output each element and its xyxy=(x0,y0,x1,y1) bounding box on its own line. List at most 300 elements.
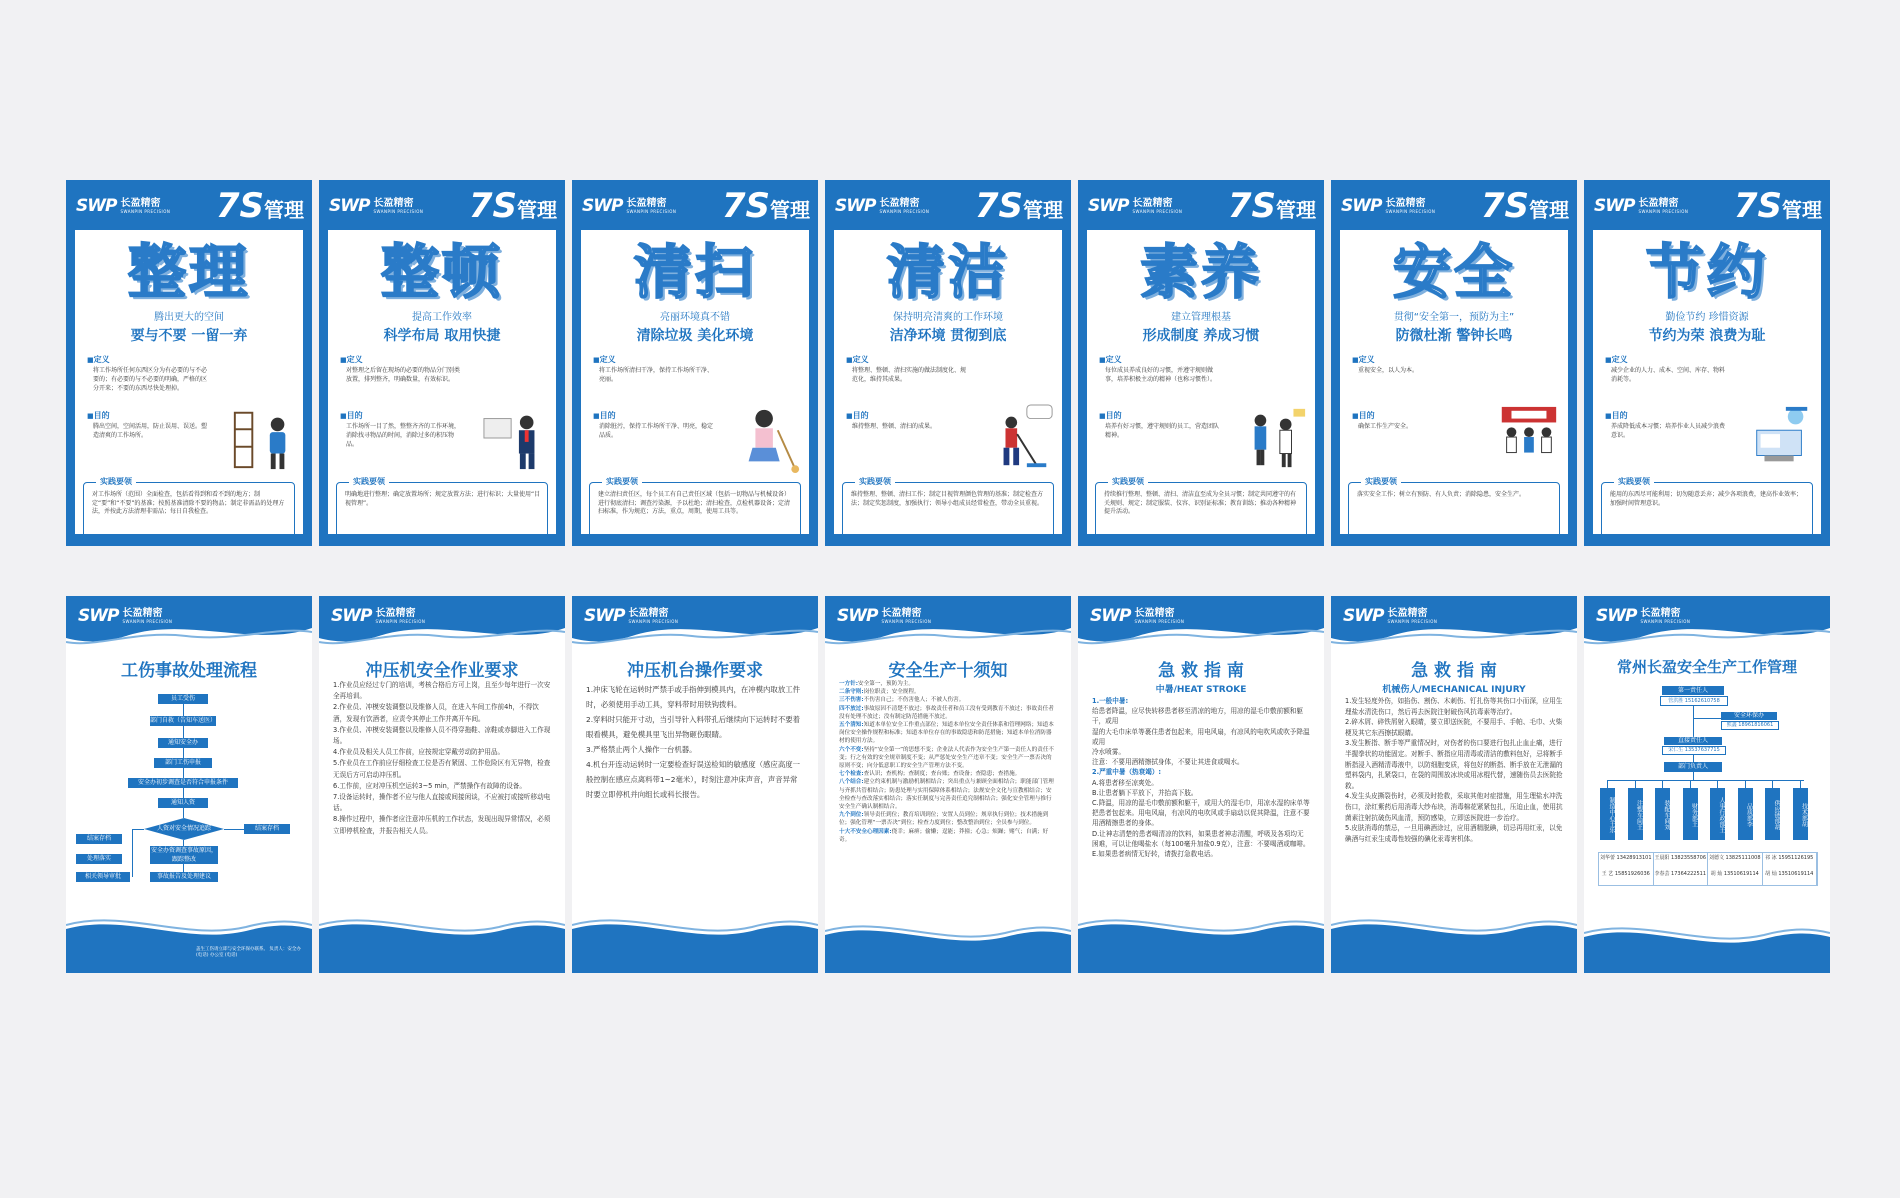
poster-panel xyxy=(834,230,1062,534)
poster-subtitle: 腾出更大的空间 xyxy=(154,312,224,323)
contact-row xyxy=(1599,853,1817,869)
goal-label: ■ 目的 xyxy=(593,410,616,421)
aid-line: B.让患者躺下平放下，并抬高下肢。 xyxy=(1092,788,1198,797)
poster-title: 工伤事故处理流程 xyxy=(121,661,257,681)
definition-text: 重视安全，以人为本。 xyxy=(1358,367,1419,374)
org-dept-box: 供应链部胡 xyxy=(1765,788,1780,840)
wave-footer xyxy=(1078,915,1324,973)
contact-cell: 王 艺 15851926036 xyxy=(1599,869,1654,885)
definition-text: 将工作场所任何东西区分为有必要的与不必要的；有必要的与不必要的明确，严格的区分开来；不要的东西尽快处理掉。 xyxy=(93,367,208,392)
flow-step: 部门自救（告知车送医） xyxy=(150,717,217,724)
rule-label: 一方针: xyxy=(839,681,859,687)
brand-name-en: SWANPIN PRECISION xyxy=(879,209,930,214)
definition-label: ■ 定义 xyxy=(1099,354,1122,365)
rule-text: 建立约束机制与激励机制相结合；突出重点与兼顾全面相结合；职能部门管理与齐抓共管相结合；防患处理与实用保障体系相结合；法规安全文化与宣教相结合；安全检查与查改落实相结合；落实任制度与完善责任追究制相结合；强化安全管理与推行安全生产确认制相结合。 xyxy=(839,779,1054,811)
title-7s: 7S xyxy=(1733,186,1782,226)
brand-name-en: SWANPIN PRECISION xyxy=(626,209,677,214)
rule-item xyxy=(839,828,1057,844)
title-7s: 7S xyxy=(974,186,1023,226)
definition-text: 将整理、整顿、清扫实施的做法制度化、规范化，维持其成果。 xyxy=(852,367,967,383)
aid-list xyxy=(1345,696,1563,844)
brand-name: 长盈精密 xyxy=(373,198,414,209)
aid-line: 湿的大毛巾床单等裹住患者包起来，用电风扇，有凉风的电吹风或吹予降温或用 xyxy=(1092,727,1310,746)
poster-panel xyxy=(1087,230,1315,534)
rule-list xyxy=(586,682,804,802)
poster-subtitle: 建立管理根基 xyxy=(1171,312,1231,323)
org-first-label: 第一责任人 xyxy=(1662,686,1724,695)
brand-name: 长盈精密 xyxy=(879,198,920,209)
brand-name-en: SWANPIN PRECISION xyxy=(122,619,173,624)
practice-box xyxy=(336,477,548,534)
org-dept-box: 技术部胡 xyxy=(1793,788,1808,840)
poster-title xyxy=(975,186,1063,226)
rule-label: 六个不变: xyxy=(839,746,864,753)
title-manage: 管理 xyxy=(1782,198,1822,222)
flow-footer: 盖生工伤请立即与安全环保办联系。 负责人：安全办 (电话) 办公室 (电话) xyxy=(196,947,301,958)
definition-label: ■ 定义 xyxy=(340,354,363,365)
brand-logo xyxy=(329,196,423,216)
brand-mark: SWP xyxy=(78,606,119,626)
rule-label: 二条守则: xyxy=(839,689,864,696)
big-character: 安全 xyxy=(1392,238,1515,306)
poster-first-aid-heat xyxy=(1078,596,1324,973)
practice-label: 实践要领 xyxy=(855,476,895,487)
rule-item: 4.作业员及相关人员工作前，应按规定穿戴劳动防护用品。 xyxy=(333,748,505,757)
org-direct-name: 宋仁生 13537637715 xyxy=(1662,746,1726,755)
big-character: 清洁 xyxy=(886,238,1009,306)
org-dept-box: 装配车间刘 xyxy=(1655,788,1670,840)
aid-line: 注意：不要用酒精擦拭身体，不要让其进食或喝水。 xyxy=(1092,758,1244,767)
rule-item: 1.冲床飞轮在运转时严禁手或手指伸到模具内，在冲模内取放工件时，必须使用手动工具，穿料带时用铁钩拨料。 xyxy=(586,685,800,709)
contact-row xyxy=(1599,869,1817,885)
practice-text: 对工作场所（范围）全面检查，包括看得到和看不到的地方；制定“要”和“不要”的基准；按照基准清除不要的物品；制定非需品的处理方法，并按此方法清理非需品；每日自我检查。 xyxy=(92,491,285,515)
title-7s: 7S xyxy=(1480,186,1529,226)
poster-title: 急 救 指 南 xyxy=(1411,661,1497,681)
poster-7s-4 xyxy=(825,180,1071,546)
aid-item: 5.皮肤消毒的禁忌，一旦用碘酒涂过，应用酒精脱碘，切忌再用红汞，以免碘酒与红汞生成毒性较强的碘化汞毒害机体。 xyxy=(1345,824,1563,843)
rule-item: 6.工作前，应对冲压机空运转3~5 min，严禁操作有故障的设备。 xyxy=(333,781,526,790)
flow-step: 结案存档 xyxy=(76,834,122,844)
practice-box xyxy=(1095,477,1307,534)
poster-header xyxy=(1592,186,1822,226)
rule-label: 十大不安全心理因素: xyxy=(839,828,892,835)
contact-cell: 李春芸 17364222511 xyxy=(1654,869,1709,885)
practice-label: 实践要领 xyxy=(349,476,389,487)
brand-mark: SWP xyxy=(1594,196,1635,216)
org-dept-box: 人事行政部王 xyxy=(1710,788,1725,840)
illustration xyxy=(1747,400,1815,476)
rule-text: 侥幸；麻痹；偷懒；逞能；莽撞；心急；烦躁；赌气；自满；好奇。 xyxy=(839,828,1049,843)
goal-label: ■ 目的 xyxy=(846,410,869,421)
title-manage: 管理 xyxy=(264,198,304,222)
poster-subtitle: 亮丽环境真不错 xyxy=(660,312,730,323)
goal-text: 工作场所一目了然，整整齐齐的工作环境，消除找寻物品的时间，消除过多的积压物品。 xyxy=(346,423,461,448)
poster-title xyxy=(216,186,304,226)
brand-logo xyxy=(78,606,172,626)
brand-logo xyxy=(1341,196,1435,216)
practice-text: 维持整理、整顿、清扫工作；制定目视管理颜色管理的基准；制定检查方法；制定奖惩制度，加强执行；领导小组成员经常检查，带动全员重视。 xyxy=(851,491,1044,507)
goal-text: 养成降低成本习惯；培养作业人员减少浪费意识。 xyxy=(1611,423,1726,439)
wave-footer xyxy=(319,915,565,973)
aid-line: 冷水喷雾。 xyxy=(1092,748,1125,757)
flow-step: 安全办初步调查是否符合申报条件 xyxy=(128,778,238,788)
practice-label: 实践要领 xyxy=(96,476,136,487)
title-7s: 7S xyxy=(215,186,264,226)
brand-logo xyxy=(1090,606,1184,626)
contact-cell: 祁 冰 15951126195 xyxy=(1763,853,1818,869)
poster-title xyxy=(1481,186,1569,226)
rule-list xyxy=(333,680,551,837)
flow-decision-label: 人资对安全情况追踪 xyxy=(156,825,211,832)
rule-item: 5.作业员在工作前应仔细检查工位是否有紧固、工作危险区有无异物，检查无误后方可启动冲压机。 xyxy=(333,759,551,779)
brand-mark: SWP xyxy=(1596,606,1637,626)
aid-item: 2.碎木屑、碎铁屑射入眼睛，要立即送医院，不要用手、手帕、毛巾、火柴梗及其它东西擦拭眼睛。 xyxy=(1345,718,1563,737)
definition-label: ■ 定义 xyxy=(846,354,869,365)
poster-header xyxy=(833,186,1063,226)
poster-title: 常州长盈安全生产工作管理 xyxy=(1616,658,1797,676)
big-character: 整顿 xyxy=(380,238,503,306)
flow-step: 相关领导审批 xyxy=(76,872,130,882)
poster-7s-6 xyxy=(1331,180,1577,546)
practice-label: 实践要领 xyxy=(602,476,642,487)
poster-org-chart xyxy=(1584,596,1830,973)
definition-label: ■ 定义 xyxy=(593,354,616,365)
poster-press-safety xyxy=(319,596,565,973)
flow-step: 员工受伤 xyxy=(158,694,208,704)
practice-box xyxy=(1601,477,1813,534)
rule-item: 2.作业员、冲模安装调整以及维修人员，在进入车间工作前4h，不得饮酒，发现有饮酒者，应责令其停止工作并离开车间。 xyxy=(333,703,539,723)
brand-name: 长盈精密 xyxy=(1638,198,1679,209)
poster-slogan: 清除垃圾 美化环境 xyxy=(636,328,754,344)
goal-text: 维持整理、整顿、清扫的成果。 xyxy=(852,423,937,430)
rule-text: 坚持“安全第一”的思想不变；企业法人代表作为安全生产第一责任人的责任不变；行之有效的安全规章制度不变；从严惩处安全生产违章不变；安全生产一票否决的原则不变；向分低意职工的安全生产管理方法不变。 xyxy=(839,746,1055,770)
poster-title xyxy=(722,186,810,226)
brand-mark: SWP xyxy=(1343,606,1384,626)
brand-logo xyxy=(582,196,676,216)
poster-header xyxy=(327,186,557,226)
brand-mark: SWP xyxy=(1341,196,1382,216)
flow-step: 结案存档 xyxy=(244,824,290,834)
brand-name-en: SWANPIN PRECISION xyxy=(1134,619,1185,624)
poster-title xyxy=(1734,186,1822,226)
rule-item xyxy=(839,688,1057,696)
title-manage: 管理 xyxy=(1276,198,1316,222)
brand-name: 长盈精密 xyxy=(881,608,922,619)
brand-name-en: SWANPIN PRECISION xyxy=(1387,619,1438,624)
practice-label: 实践要领 xyxy=(1361,476,1401,487)
rule-item xyxy=(839,778,1057,811)
goal-label: ■ 目的 xyxy=(1352,410,1375,421)
poster-title: 冲压机台操作要求 xyxy=(627,661,763,681)
poster-slogan: 洁净环境 贯彻到底 xyxy=(889,328,1007,344)
brand-logo xyxy=(76,196,170,216)
wave-footer xyxy=(825,915,1071,973)
brand-logo xyxy=(835,196,929,216)
goal-text: 培养有好习惯，遵守规则的员工，营造团队精神。 xyxy=(1105,423,1220,439)
definition-text: 对整理之后留在现场的必要的物品分门别类放置，排列整齐，明确数量，有效标识。 xyxy=(346,367,461,383)
poster-subtitle: 机械伤人/MECHANICAL INJURY xyxy=(1382,685,1526,695)
title-manage: 管理 xyxy=(1023,198,1063,222)
rule-item xyxy=(839,696,1057,704)
definition-text: 将工作场所清扫干净，保持工作场所干净、亮丽。 xyxy=(599,367,714,383)
rule-item xyxy=(839,721,1057,746)
flow-step: 通知人资 xyxy=(158,798,208,808)
brand-name-en: SWANPIN PRECISION xyxy=(1638,209,1689,214)
rule-label: 三不伤害: xyxy=(839,697,864,704)
brand-name: 长盈精密 xyxy=(1134,608,1175,619)
brand-name: 长盈精密 xyxy=(122,608,163,619)
illustration xyxy=(988,400,1056,476)
goal-text: 确保工作生产安全。 xyxy=(1358,423,1413,430)
rule-label: 九个到位: xyxy=(839,812,864,819)
title-7s: 7S xyxy=(468,186,517,226)
poster-subtitle: 中暑/HEAT STROKE xyxy=(1155,685,1247,695)
title-manage: 管理 xyxy=(517,198,557,222)
poster-panel xyxy=(328,230,556,534)
aid-line: D.让神志清楚的患者喝清凉的饮料，如果患者神志清醒，呼吸及各项均无困难，可以让他喝盐水（每100毫升加盐0.9克），注意：不要喝酒或咖啡。 xyxy=(1092,829,1310,848)
aid-item: 3.发生断指、断手等严重情况时，对伤者的伤口要进行包扎止血止痛，进行半握拳状的功能固定。对断手、断指应用清毒或清洁的敷料包好，忌将断手断指浸入酒精清毒液中，以防细胞变质，将包好的断指、断手放在无泄漏的塑料袋内，扎紧袋口，在袋的周围放冰块或用冰棍代替，速随伤员去医院抢救。 xyxy=(1345,739,1563,790)
poster-slogan: 节约为荣 浪费为耻 xyxy=(1648,328,1766,344)
org-office-name: 熊鑫 18961816061 xyxy=(1721,721,1779,730)
poster-header xyxy=(74,186,304,226)
title-manage: 管理 xyxy=(770,198,810,222)
big-character: 清扫 xyxy=(633,238,756,306)
wave-footer xyxy=(1584,915,1830,973)
contact-cell: 胡 灿 13510619114 xyxy=(1708,869,1763,885)
flow-step: 部门工伤申报 xyxy=(154,758,212,768)
brand-name: 长盈精密 xyxy=(1640,608,1681,619)
poster-first-aid-mechanical xyxy=(1331,596,1577,973)
practice-text: 落实安全工作；树立有预防、有人负责；消除隐患，安全生产。 xyxy=(1357,491,1526,498)
poster-subtitle: 贯彻“安全第一，预防为主” xyxy=(1393,312,1515,323)
rule-text: 不伤害自己；不伤害他人；不被人伤害。 xyxy=(863,697,965,704)
poster-title: 安全生产十须知 xyxy=(888,661,1008,681)
practice-label: 实践要领 xyxy=(1614,476,1654,487)
rule-item xyxy=(839,680,1057,688)
brand-logo xyxy=(1088,196,1182,216)
contact-cell: 刘华蕾 13428913101 xyxy=(1599,853,1654,869)
practice-label: 实践要领 xyxy=(1108,476,1148,487)
rule-text: 事故原因不清楚不放过；事故责任者和员工没有受到教育不放过；事故责任者没有处理不放过；没有制定防范措施不放过。 xyxy=(839,705,1054,720)
poster-slogan: 形成制度 养成习惯 xyxy=(1142,328,1260,344)
brand-name-en: SWANPIN PRECISION xyxy=(881,619,932,624)
flow-step: 安全办资调查事故原因，跟踪整改 xyxy=(150,847,217,863)
title-7s: 7S xyxy=(721,186,770,226)
poster-subtitle: 勤俭节约 珍惜资源 xyxy=(1665,312,1749,323)
goal-label: ■ 目的 xyxy=(87,410,110,421)
illustration xyxy=(229,400,297,476)
poster-slogan: 要与不要 一留一弃 xyxy=(130,328,248,344)
rule-item: 7.设备运转时，操作者不应与他人直接或间接闲谈，不应被打或接听移动电话。 xyxy=(333,793,551,813)
flow-step: 通知安全办 xyxy=(158,738,208,748)
poster-press-operation xyxy=(572,596,818,973)
brand-name-en: SWANPIN PRECISION xyxy=(1385,209,1436,214)
goal-label: ■ 目的 xyxy=(1605,410,1628,421)
practice-text: 能用的东西尽可能利用；切勿随意丢弃；减少各项浪费，建高作业效率；加强时间管理意识。 xyxy=(1610,491,1803,507)
brand-name-en: SWANPIN PRECISION xyxy=(373,209,424,214)
practice-box xyxy=(1348,477,1560,534)
definition-label: ■ 定义 xyxy=(1352,354,1375,365)
brand-mark: SWP xyxy=(1090,606,1131,626)
rule-item: 4.机台开连动运转时一定要检查好误送检知的敏感度（感应高度一般控制在感应点离料带1~2毫米），时刻注意冲床声音，声音异常时要立即停机并向组长或科长报告。 xyxy=(586,760,800,799)
title-manage: 管理 xyxy=(1529,198,1569,222)
poster-header xyxy=(580,186,810,226)
rule-text: 查认识；查机构；查制度；查台账；查设备；查隐患；查措施。 xyxy=(863,771,1021,778)
brand-mark: SWP xyxy=(331,606,372,626)
rule-text: 岗位职责；安全规程。 xyxy=(863,689,920,696)
aid-line: 给患者降温，应尽快转移患者移至清凉的地方，用凉的湿毛巾敷前额和躯干，或用 xyxy=(1092,707,1303,726)
definition-text: 减少企业的人力、成本、空间、库存、物料消耗等。 xyxy=(1611,367,1726,383)
poster-7s-7 xyxy=(1584,180,1830,546)
goal-text: 腾出空间，空间活用，防止误用、误送。塑造清爽的工作场所。 xyxy=(93,423,208,439)
brand-logo xyxy=(584,606,678,626)
practice-text: 持续推行整理、整顿、清扫、清洁直至成为全员习惯；制定共同遵守的有关规则、规定；制定服装、仪容、识别证标准；教育训练；推动各种精神提升活动。 xyxy=(1104,491,1297,515)
aid-item: 1.发生轻度外伤，如掐伤、割伤、木刺伤、钉扎伤等其伤口小而深，应用生理盐水清洗伤口，然后再去医院注射破伤风抗毒素等治疗。 xyxy=(1345,697,1563,716)
brand-mark: SWP xyxy=(76,196,117,216)
rule-text: 安全第一，预防为主。 xyxy=(858,681,914,687)
wave-footer xyxy=(66,915,312,973)
brand-mark: SWP xyxy=(584,606,625,626)
contact-cell: 胡 灿 13510619114 xyxy=(1763,869,1818,885)
illustration xyxy=(1241,400,1309,476)
poster-ten-rules xyxy=(825,596,1071,973)
brand-mark: SWP xyxy=(837,606,878,626)
brand-name: 长盈精密 xyxy=(1385,198,1426,209)
big-character: 素养 xyxy=(1139,238,1262,306)
org-dept-box: 注塑车间王 xyxy=(1628,788,1643,840)
poster-panel xyxy=(581,230,809,534)
poster-title: 冲压机安全作业要求 xyxy=(365,661,519,681)
practice-box xyxy=(83,477,295,534)
poster-slogan: 科学布局 取用快捷 xyxy=(383,328,501,344)
s7-poster-row xyxy=(66,180,1834,546)
rule-item xyxy=(839,770,1057,778)
contact-cell: 刘德文 13825111008 xyxy=(1708,853,1763,869)
brand-name-en: SWANPIN PRECISION xyxy=(1640,619,1691,624)
rule-item xyxy=(839,746,1057,771)
brand-name: 长盈精密 xyxy=(1132,198,1173,209)
poster-7s-5 xyxy=(1078,180,1324,546)
org-first-name: 管洪胜 15162610758 xyxy=(1660,696,1728,706)
rule-item: 3.作业员、冲模安装调整以及维修人员不得穿拖鞋、凉鞋或赤脚进入工作现场。 xyxy=(333,725,551,746)
poster-7s-3 xyxy=(572,180,818,546)
brand-name: 长盈精密 xyxy=(626,198,667,209)
title-7s: 7S xyxy=(1227,186,1276,226)
definition-label: ■ 定义 xyxy=(87,354,110,365)
poster-header xyxy=(1339,186,1569,226)
brand-logo xyxy=(331,606,425,626)
practice-text: 建立清扫责任区，每个员工有自己责任区域（包括一切物品与机械设备）进行彻底清扫；调查污染源，予以杜绝；清扫检查，点检机器设备；定清扫标准，作为规范；方法，重点，周期，使用工具等。 xyxy=(598,491,791,515)
definition-label: ■ 定义 xyxy=(1605,354,1628,365)
illustration xyxy=(1494,400,1562,476)
contact-cell: 王晨阳 13823558706 xyxy=(1654,853,1709,869)
rule-list xyxy=(839,680,1057,844)
illustration xyxy=(482,400,550,476)
rule-item: 3.严格禁止两个人操作一台机器。 xyxy=(586,745,697,754)
rule-item: 2.穿料时只能开寸动，当引导针入料带孔后继续向下运转时不要着眼看模具，避免模具里飞出异物砸伤眼睛。 xyxy=(586,715,800,739)
brand-name-en: SWANPIN PRECISION xyxy=(1132,209,1183,214)
org-office-label: 安全环保办 xyxy=(1721,712,1777,720)
aid-line: A.将患者移至凉爽处。 xyxy=(1092,778,1158,787)
brand-name-en: SWANPIN PRECISION xyxy=(628,619,679,624)
definition-text: 每位成员养成良好的习惯，并遵守规则做事，培养积极主动的精神（也称习惯性）。 xyxy=(1105,367,1217,383)
poster-slogan: 防微杜渐 警钟长鸣 xyxy=(1395,328,1513,344)
safety-poster-row xyxy=(66,596,1834,973)
poster-subtitle: 保持明亮清爽的工作环境 xyxy=(893,312,1003,323)
aid-line: E.如果患者病情无好转，请拨打急救电话。 xyxy=(1092,850,1217,859)
brand-name-en: SWANPIN PRECISION xyxy=(375,619,426,624)
practice-box xyxy=(589,477,801,534)
goal-label: ■ 目的 xyxy=(340,410,363,421)
org-dept-box: 品质部李 xyxy=(1738,788,1753,840)
rule-item: 1.作业员应经过专门的培训，考核合格后方可上岗，且至少每年进行一次安全再培训。 xyxy=(333,681,551,701)
aid-section-head: 1.一般中暑: xyxy=(1092,697,1129,705)
poster-header xyxy=(1086,186,1316,226)
aid-item: 4.发生头皮撕裂伤时，必须及时抢救，采取其他对症措施，用生理盐水冲洗伤口，涂红紫药后用消毒大纱布块，消毒棉花紧紧包扎，压迫止血，使用抗菌素注射抗破伤风血清，预防感染，立即送医院进一步治疗。 xyxy=(1345,792,1563,822)
org-dept-label: 部门负责人 xyxy=(1664,762,1722,772)
brand-name: 长盈精密 xyxy=(375,608,416,619)
rule-label: 七个检查: xyxy=(839,771,864,778)
brand-logo xyxy=(1594,196,1688,216)
aid-list xyxy=(1092,696,1310,859)
rule-item: 8.操作过程中，操作者应注意冲压机的工作状态，发现出现异常情况，必须立即停机检查，并报告相关人员。 xyxy=(333,815,551,835)
illustration xyxy=(735,400,803,476)
poster-title: 急 救 指 南 xyxy=(1158,661,1244,681)
org-direct-label: 直接责任人 xyxy=(1664,737,1722,745)
rule-text: 领导责任到位；教育培训到位；安置人员到位；规章执行到位；技术措施到位；强化管理“一票否决”到位；检查力度到位；整改整治到位；全员参与到位。 xyxy=(839,812,1049,827)
big-character: 整理 xyxy=(127,238,250,306)
rule-text: 知道本单位安全工作重点部位；知道本单位安全责任体系和管理网络；知道本岗位安全操作规程和标准；知道本单位存在的事故隐患和防范措施；知道本单位消防器材的使用方法。 xyxy=(839,722,1054,745)
wave-footer xyxy=(1331,915,1577,973)
aid-section-head: 2.严重中暑（热衰竭）: xyxy=(1092,768,1162,777)
brand-mark: SWP xyxy=(1088,196,1129,216)
practice-text: 明确地进行整理；确定放置场所；规定放置方法；进行标识；大量使用“目视管理”。 xyxy=(345,491,541,507)
rule-label: 四不放过: xyxy=(839,705,864,712)
goal-label: ■ 目的 xyxy=(1099,410,1122,421)
brand-mark: SWP xyxy=(582,196,623,216)
brand-name: 长盈精密 xyxy=(120,198,161,209)
poster-panel xyxy=(75,230,303,534)
brand-name-en: SWANPIN PRECISION xyxy=(120,209,171,214)
brand-logo xyxy=(837,606,931,626)
poster-panel xyxy=(1593,230,1821,534)
aid-line: C.降温，用凉的湿毛巾敷前额和躯干，或用大的湿毛巾，用凉水湿的床单等把患者包起来。用电风扇，有凉风的电吹风或手扇动以促其降温，注意不要用酒精擦患者的身体。 xyxy=(1092,799,1310,828)
poster-accident-flow xyxy=(66,596,312,973)
flow-step: 事故报告及处理建议 xyxy=(150,872,218,882)
wave-footer xyxy=(572,915,818,973)
poster-panel xyxy=(1340,230,1568,534)
poster-title xyxy=(1228,186,1316,226)
poster-7s-1 xyxy=(66,180,312,546)
org-contacts xyxy=(1598,852,1818,886)
poster-title xyxy=(469,186,557,226)
rule-item xyxy=(839,705,1057,721)
brand-mark: SWP xyxy=(329,196,370,216)
rule-label: 八个结合: xyxy=(839,779,864,786)
org-dept-box: 制造中心王乐 xyxy=(1600,788,1615,840)
rule-label: 五个清知: xyxy=(839,722,864,729)
rule-item xyxy=(839,811,1057,827)
org-dept-box: 财务部王 xyxy=(1683,788,1698,840)
poster-7s-2 xyxy=(319,180,565,546)
flow-step: 处理落实 xyxy=(76,854,122,864)
brand-name: 长盈精密 xyxy=(1387,608,1428,619)
brand-logo xyxy=(1596,606,1690,626)
brand-logo xyxy=(1343,606,1437,626)
brand-name: 长盈精密 xyxy=(628,608,669,619)
goal-text: 消除脏污，保持工作场所干净、明亮，稳定品质。 xyxy=(599,423,714,439)
big-character: 节约 xyxy=(1645,238,1768,306)
